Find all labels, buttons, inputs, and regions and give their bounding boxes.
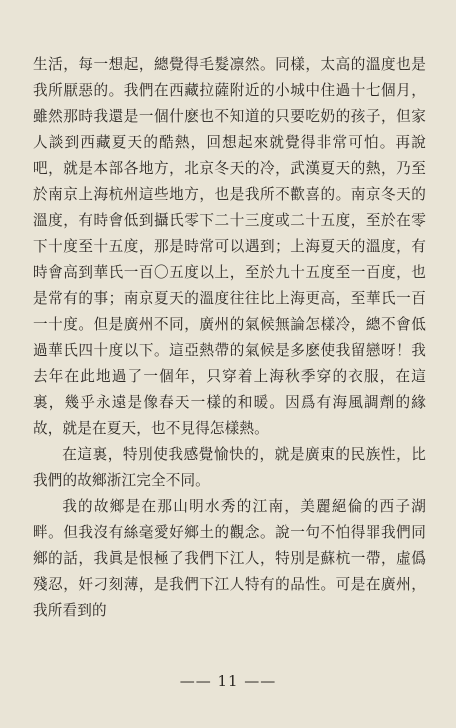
paragraph-3: 我的故鄉是在那山明水秀的江南，美麗絕倫的西子湖畔。但我沒有絲毫愛好鄉土的觀念。說一句不怕得罪我們同鄉的話，我眞是恨極了我們下江人，特別是蘇杭一帶，虛僞殘忍，奸刁刻薄，是我們下江人特有的品性。可是在廣州，我所看到的 — [33, 498, 426, 619]
body-text — [33, 52, 426, 624]
paragraph-1: 生活，每一想起，總覺得毛髮凛然。同樣，太高的溫度也是我所厭惡的。我們在西藏拉薩附近的小城中住過十七個月，雖然那時我還是一個什麽也不知道的只要吃奶的孩子，但家人談到西藏夏天的酷熱，回想起來就覺得非常可怕。再說吧，就是本部各地方，北京冬天的冷，武漢夏天的熱，乃至於南京上海杭州這些地方，也是我所不歡喜的。南京冬天的溫度，有時會低到攝氏零下二十三度或二十五度，至於在零下十度至十五度，那是時常可以遇到；上海夏天的溫度，有時會高到華氏一百〇五度以上，至於九十五度至一百度，也是常有的事；南京夏天的溫度往往比上海更高，至華氏一百一十度。但是廣州不同，廣州的氣候無論怎樣冷，總不會低過華氏四十度以下。這亞熱帶的氣候是多麽使我留戀呀！我去年在此地過了一個年，只穿着上海秋季穿的衣服，在這裏，幾乎永遠是像春天一樣的和暖。因爲有海風調劑的緣故，就是在夏天，也不見得怎樣熱。 — [33, 56, 426, 437]
page-number: —— 11 —— — [179, 672, 277, 690]
paragraph-2: 在這裏，特別使我感覺愉快的，就是廣東的民族性，比我們的故鄉浙江完全不同。 — [33, 446, 426, 489]
